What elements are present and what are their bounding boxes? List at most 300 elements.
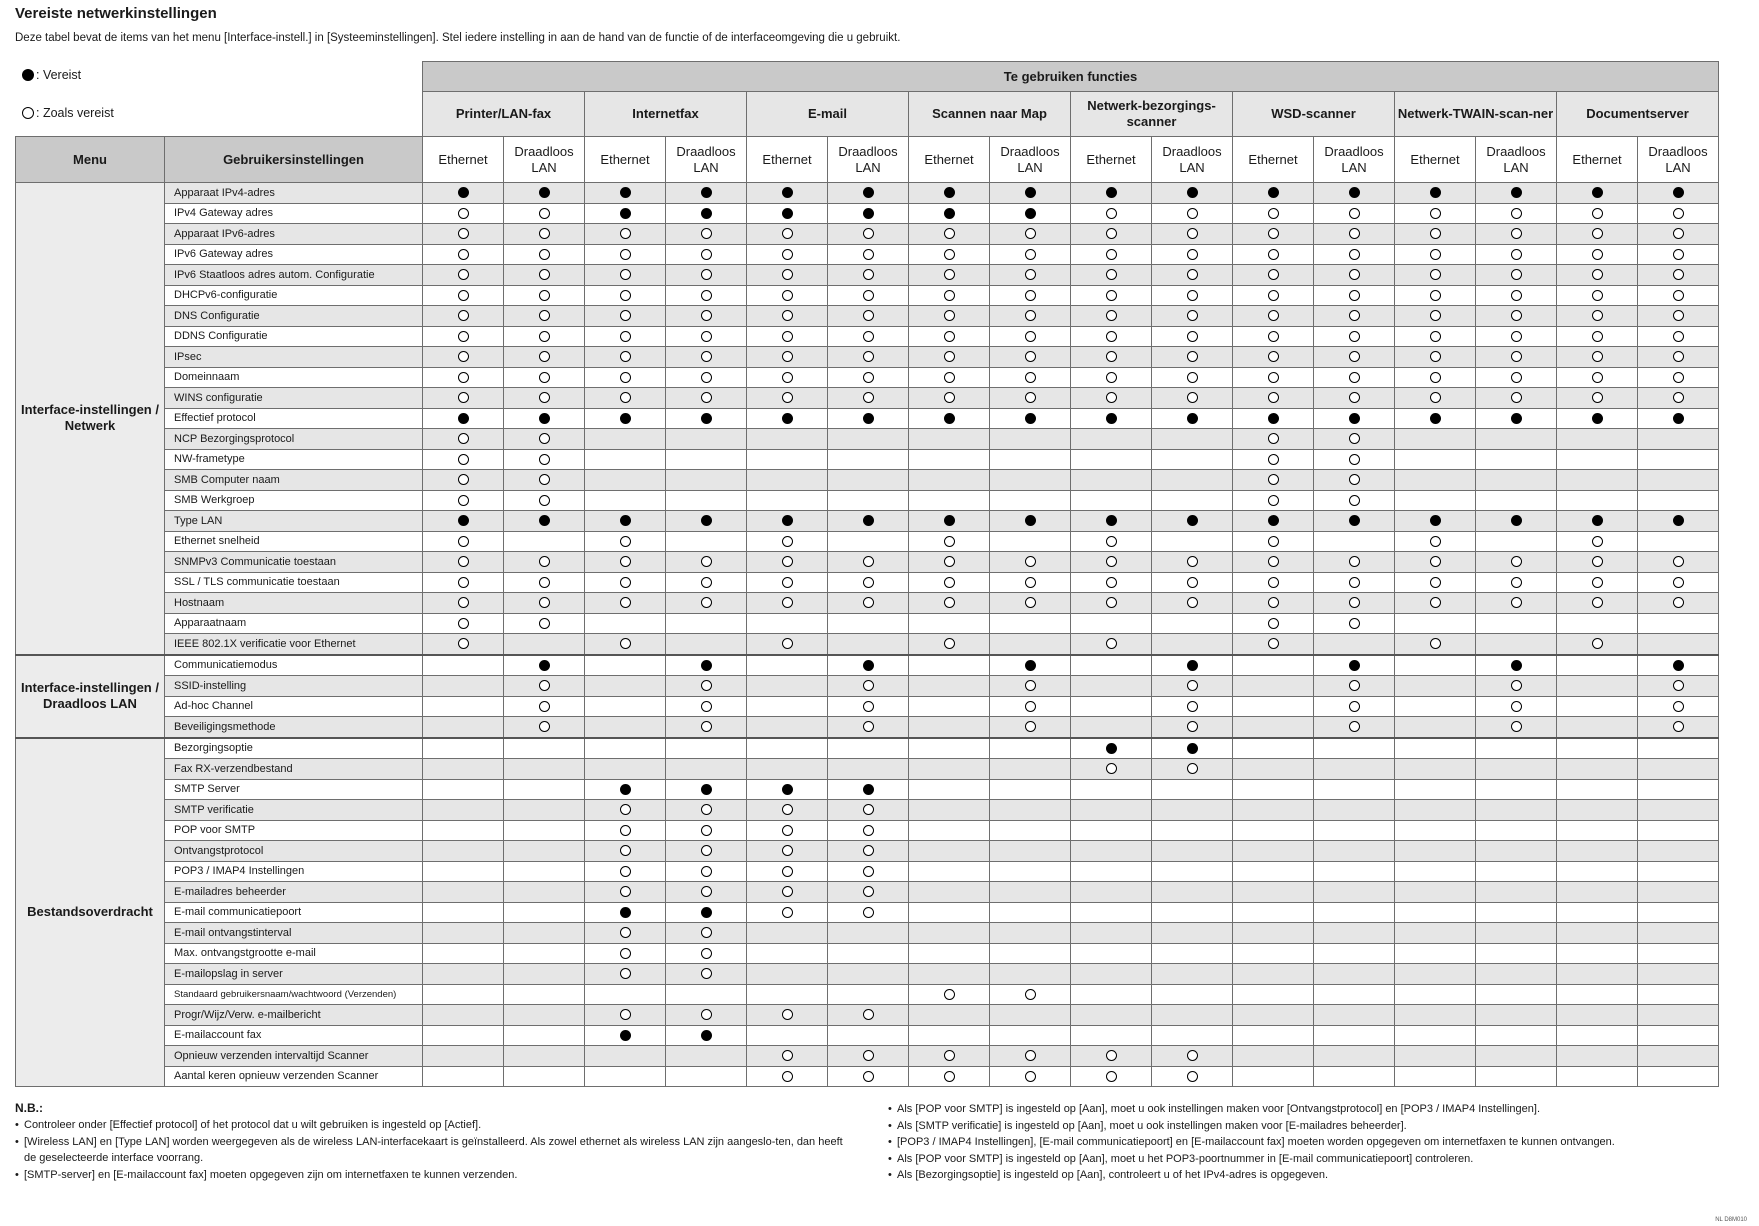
note-item: • [Wireless LAN] en [Type LAN] worden weergegeven als de wireless LAN-interfacekaart is geïnstalleerd. Als zowel ethernet als wireless LAN zijn aangeslo-ten, dan heeft de geselecteerde interface voorrang. (15, 1134, 845, 1167)
mark-cell (1071, 1005, 1152, 1026)
mark-cell (1557, 244, 1638, 265)
open-circle-icon (1025, 228, 1036, 239)
mark-cell (747, 613, 828, 634)
open-circle-icon (539, 392, 550, 403)
mark-cell (1314, 265, 1395, 286)
mark-cell (423, 1046, 504, 1067)
mark-cell (828, 367, 909, 388)
open-circle-icon (1430, 577, 1441, 588)
mark-cell (1233, 367, 1314, 388)
mark-cell (747, 676, 828, 697)
setting-name: IPv6 Gateway adres (165, 244, 423, 265)
open-circle-icon (1025, 701, 1036, 712)
mark-cell (1314, 367, 1395, 388)
mark-cell (1152, 902, 1233, 923)
mark-cell (828, 634, 909, 655)
open-circle-icon (863, 290, 874, 301)
open-circle-icon (944, 638, 955, 649)
mark-cell (1071, 203, 1152, 224)
open-circle-icon (1592, 597, 1603, 608)
mark-cell (666, 717, 747, 738)
open-circle-icon (620, 1009, 631, 1020)
mark-cell (1557, 882, 1638, 903)
mark-cell (1152, 1066, 1233, 1087)
mark-cell (1233, 861, 1314, 882)
open-circle-icon (620, 577, 631, 588)
mark-cell (1476, 779, 1557, 800)
mark-cell (747, 984, 828, 1005)
open-circle-icon (458, 269, 469, 280)
mark-cell (747, 696, 828, 717)
subheader-ethernet: Ethernet (1233, 137, 1314, 183)
open-circle-icon (782, 351, 793, 362)
filled-circle-icon (620, 208, 631, 219)
filled-circle-icon (1430, 515, 1441, 526)
mark-cell (504, 759, 585, 780)
mark-cell (1314, 800, 1395, 821)
mark-cell (1395, 408, 1476, 429)
open-circle-icon (620, 556, 631, 567)
subheader-ethernet: Ethernet (585, 137, 666, 183)
mark-cell (1476, 203, 1557, 224)
mark-cell (666, 367, 747, 388)
table-row (16, 738, 1719, 759)
mark-cell (423, 490, 504, 511)
open-circle-icon (701, 1009, 712, 1020)
mark-cell (1314, 470, 1395, 491)
mark-cell (747, 943, 828, 964)
mark-cell (1152, 408, 1233, 429)
mark-cell (990, 696, 1071, 717)
mark-cell (747, 347, 828, 368)
mark-cell (423, 408, 504, 429)
open-circle-icon (782, 1009, 793, 1020)
mark-cell (1395, 738, 1476, 759)
mark-cell (990, 1005, 1071, 1026)
mark-cell (504, 449, 585, 470)
mark-cell (1476, 738, 1557, 759)
mark-cell (1557, 306, 1638, 327)
mark-cell (504, 779, 585, 800)
mark-cell (504, 511, 585, 532)
open-circle-icon (1430, 638, 1441, 649)
table-row (16, 861, 1719, 882)
mark-cell (1152, 367, 1233, 388)
mark-cell (1233, 738, 1314, 759)
mark-cell (1314, 923, 1395, 944)
mark-cell (423, 429, 504, 450)
open-circle-icon (1430, 331, 1441, 342)
table-row (16, 326, 1719, 347)
mark-cell (585, 655, 666, 676)
mark-cell (585, 552, 666, 573)
mark-cell (666, 738, 747, 759)
setting-name: Fax RX-verzendbestand (165, 759, 423, 780)
open-circle-icon (1430, 208, 1441, 219)
mark-cell (1557, 779, 1638, 800)
open-circle-icon (1511, 249, 1522, 260)
mark-cell (1557, 943, 1638, 964)
mark-cell (1233, 470, 1314, 491)
mark-cell (1557, 841, 1638, 862)
mark-cell (909, 820, 990, 841)
mark-cell (828, 800, 909, 821)
open-circle-icon (1106, 351, 1117, 362)
mark-cell (1557, 696, 1638, 717)
mark-cell (1476, 224, 1557, 245)
setting-name: WINS configuratie (165, 388, 423, 409)
mark-cell (1152, 800, 1233, 821)
mark-cell (1233, 244, 1314, 265)
filled-circle-icon (1673, 187, 1684, 198)
mark-cell (1638, 613, 1719, 634)
open-circle-icon (1025, 1050, 1036, 1061)
mark-cell (423, 613, 504, 634)
mark-cell (828, 449, 909, 470)
open-circle-icon (701, 721, 712, 732)
mark-cell (1476, 1025, 1557, 1046)
notes-left (15, 1117, 845, 1183)
open-circle-icon (782, 269, 793, 280)
filled-circle-icon (1268, 187, 1279, 198)
mark-cell (1152, 306, 1233, 327)
mark-cell (423, 326, 504, 347)
mark-cell (585, 613, 666, 634)
filled-circle-icon (701, 413, 712, 424)
mark-cell (1152, 347, 1233, 368)
mark-cell (909, 470, 990, 491)
mark-cell (585, 367, 666, 388)
filled-circle-icon (1673, 515, 1684, 526)
open-circle-icon (620, 372, 631, 383)
mark-cell (909, 696, 990, 717)
open-circle-icon (620, 392, 631, 403)
mark-cell (423, 820, 504, 841)
mark-cell (1233, 285, 1314, 306)
filled-circle-icon (1106, 413, 1117, 424)
mark-cell (828, 613, 909, 634)
mark-cell (990, 183, 1071, 204)
mark-cell (828, 759, 909, 780)
mark-cell (504, 861, 585, 882)
function-header: Internetfax (585, 92, 747, 137)
table-row (16, 655, 1719, 676)
open-circle-icon (1511, 577, 1522, 588)
filled-circle-icon (1592, 187, 1603, 198)
mark-cell (909, 676, 990, 697)
mark-cell (747, 1066, 828, 1087)
mark-cell (423, 655, 504, 676)
mark-cell (1476, 326, 1557, 347)
mark-cell (666, 634, 747, 655)
mark-cell (1071, 923, 1152, 944)
filled-circle-icon (863, 660, 874, 671)
setting-name: Communicatiemodus (165, 655, 423, 676)
open-circle-icon (1349, 392, 1360, 403)
legend-spacer (16, 62, 423, 92)
mark-cell (747, 1025, 828, 1046)
mark-cell (1638, 984, 1719, 1005)
mark-cell (504, 613, 585, 634)
mark-cell (585, 224, 666, 245)
open-circle-icon (701, 310, 712, 321)
mark-cell (1395, 984, 1476, 1005)
open-circle-icon (539, 474, 550, 485)
mark-cell (504, 490, 585, 511)
open-circle-icon (1511, 208, 1522, 219)
mark-cell (1152, 676, 1233, 697)
open-circle-icon (1349, 597, 1360, 608)
mark-cell (1395, 511, 1476, 532)
mark-cell (828, 779, 909, 800)
mark-cell (504, 943, 585, 964)
table-row (16, 429, 1719, 450)
open-circle-icon (620, 228, 631, 239)
setting-name: Standaard gebruikersnaam/wachtwoord (Verzenden) (165, 984, 423, 1005)
table-row (16, 634, 1719, 655)
filled-circle-icon (863, 515, 874, 526)
open-circle-icon (1430, 269, 1441, 280)
mark-cell (1395, 306, 1476, 327)
open-circle-icon (620, 948, 631, 959)
open-circle-icon (1187, 249, 1198, 260)
setting-name: SMB Computer naam (165, 470, 423, 491)
mark-cell (1557, 1005, 1638, 1026)
subheader-wireless-lan: Draadloos LAN (1638, 137, 1719, 183)
mark-cell (1233, 490, 1314, 511)
mark-cell (666, 841, 747, 862)
open-circle-icon (458, 392, 469, 403)
open-circle-icon (863, 886, 874, 897)
mark-cell (1638, 779, 1719, 800)
open-circle-icon (458, 454, 469, 465)
mark-cell (504, 1046, 585, 1067)
mark-cell (585, 800, 666, 821)
mark-cell (585, 306, 666, 327)
mark-cell (585, 388, 666, 409)
open-circle-icon (1430, 290, 1441, 301)
open-circle-icon (701, 290, 712, 301)
mark-cell (1395, 1005, 1476, 1026)
open-circle-icon (1349, 495, 1360, 506)
mark-cell (1314, 738, 1395, 759)
mark-cell (504, 676, 585, 697)
mark-cell (1071, 470, 1152, 491)
open-circle-icon (620, 249, 631, 260)
mark-cell (828, 388, 909, 409)
mark-cell (1395, 717, 1476, 738)
open-circle-icon (1187, 597, 1198, 608)
mark-cell (747, 490, 828, 511)
filled-circle-icon (782, 784, 793, 795)
mark-cell (666, 470, 747, 491)
open-circle-icon (944, 310, 955, 321)
filled-circle-icon (539, 515, 550, 526)
mark-cell (423, 224, 504, 245)
mark-cell (504, 388, 585, 409)
mark-cell (747, 552, 828, 573)
mark-cell (1152, 634, 1233, 655)
mark-cell (666, 861, 747, 882)
mark-cell (1071, 552, 1152, 573)
filled-circle-icon (1511, 413, 1522, 424)
filled-circle-icon (701, 208, 712, 219)
mark-cell (504, 738, 585, 759)
mark-cell (1557, 408, 1638, 429)
mark-cell (1557, 183, 1638, 204)
mark-cell (1152, 820, 1233, 841)
table-row (16, 779, 1719, 800)
open-circle-icon (701, 228, 712, 239)
open-circle-icon (1592, 536, 1603, 547)
table-row (16, 696, 1719, 717)
mark-cell (504, 984, 585, 1005)
open-circle-icon (1106, 536, 1117, 547)
setting-name: SMTP Server (165, 779, 423, 800)
mark-cell (1638, 265, 1719, 286)
mark-cell (828, 841, 909, 862)
table-row (16, 224, 1719, 245)
mark-cell (1233, 882, 1314, 903)
open-circle-icon (782, 845, 793, 856)
mark-cell (747, 1046, 828, 1067)
mark-cell (909, 800, 990, 821)
mark-cell (1557, 1046, 1638, 1067)
mark-cell (1638, 244, 1719, 265)
mark-cell (585, 738, 666, 759)
open-circle-icon (458, 597, 469, 608)
mark-cell (1476, 861, 1557, 882)
setting-name: E-mail communicatiepoort (165, 902, 423, 923)
setting-name: Apparaatnaam (165, 613, 423, 634)
mark-cell (1152, 326, 1233, 347)
mark-cell (504, 265, 585, 286)
mark-cell (1152, 696, 1233, 717)
mark-cell (1071, 408, 1152, 429)
open-circle-icon (863, 825, 874, 836)
open-circle-icon (1025, 577, 1036, 588)
mark-cell (990, 367, 1071, 388)
setting-name: E-mailadres beheerder (165, 882, 423, 903)
mark-cell (423, 183, 504, 204)
mark-cell (1638, 347, 1719, 368)
filled-circle-icon (1106, 743, 1117, 754)
open-circle-icon (1592, 392, 1603, 403)
mark-cell (828, 244, 909, 265)
mark-cell (1476, 347, 1557, 368)
open-circle-icon (701, 249, 712, 260)
mark-cell (1314, 203, 1395, 224)
mark-cell (1395, 861, 1476, 882)
mark-cell (666, 1025, 747, 1046)
mark-cell (423, 244, 504, 265)
note-item: • Als [Bezorgingsoptie] is ingesteld op [Aan], controleert u of het IPv4-adres is opgegeven. (888, 1167, 1738, 1184)
mark-cell (990, 265, 1071, 286)
mark-cell (585, 572, 666, 593)
mark-cell (990, 676, 1071, 697)
mark-cell (1557, 203, 1638, 224)
mark-cell (1557, 861, 1638, 882)
mark-cell (1233, 347, 1314, 368)
filled-circle-icon (1025, 187, 1036, 198)
mark-cell (990, 861, 1071, 882)
open-circle-icon (620, 968, 631, 979)
mark-cell (1314, 1005, 1395, 1026)
table-row (16, 759, 1719, 780)
mark-cell (747, 634, 828, 655)
mark-cell (1152, 861, 1233, 882)
setting-name: Apparaat IPv4-adres (165, 183, 423, 204)
subheader-ethernet: Ethernet (909, 137, 990, 183)
open-circle-icon (944, 989, 955, 1000)
open-circle-icon (1187, 351, 1198, 362)
mark-cell (1071, 964, 1152, 985)
mark-cell (1395, 820, 1476, 841)
table-row (16, 449, 1719, 470)
mark-cell (1476, 1066, 1557, 1087)
mark-cell (1395, 800, 1476, 821)
mark-cell (990, 759, 1071, 780)
setting-name: Ethernet snelheid (165, 531, 423, 552)
mark-cell (1395, 902, 1476, 923)
mark-cell (1071, 265, 1152, 286)
mark-cell (747, 655, 828, 676)
mark-cell (747, 800, 828, 821)
mark-cell (1152, 531, 1233, 552)
open-circle-icon (1349, 454, 1360, 465)
mark-cell (828, 572, 909, 593)
mark-cell (909, 203, 990, 224)
mark-cell (747, 531, 828, 552)
open-circle-icon (1025, 989, 1036, 1000)
mark-cell (1395, 779, 1476, 800)
mark-cell (990, 470, 1071, 491)
filled-circle-icon (458, 187, 469, 198)
mark-cell (1314, 449, 1395, 470)
mark-cell (666, 203, 747, 224)
mark-cell (1152, 490, 1233, 511)
mark-cell (747, 285, 828, 306)
open-circle-icon (782, 886, 793, 897)
mark-cell (666, 531, 747, 552)
open-circle-icon (458, 495, 469, 506)
mark-cell (585, 1066, 666, 1087)
mark-cell (1314, 696, 1395, 717)
mark-cell (1638, 1025, 1719, 1046)
mark-cell (1314, 861, 1395, 882)
mark-cell (1557, 388, 1638, 409)
mark-cell (1638, 367, 1719, 388)
open-circle-icon (1025, 680, 1036, 691)
mark-cell (1395, 490, 1476, 511)
mark-cell (585, 183, 666, 204)
mark-cell (1476, 984, 1557, 1005)
mark-cell (1638, 841, 1719, 862)
open-circle-icon (1187, 577, 1198, 588)
open-circle-icon (944, 290, 955, 301)
subheader-ethernet: Ethernet (747, 137, 828, 183)
mark-cell (1638, 552, 1719, 573)
setting-name: Type LAN (165, 511, 423, 532)
mark-cell (1395, 388, 1476, 409)
mark-cell (1557, 224, 1638, 245)
table-row (16, 265, 1719, 286)
open-circle-icon (863, 907, 874, 918)
open-circle-icon (620, 866, 631, 877)
open-circle-icon (1106, 372, 1117, 383)
mark-cell (1233, 306, 1314, 327)
open-circle-icon (1511, 556, 1522, 567)
